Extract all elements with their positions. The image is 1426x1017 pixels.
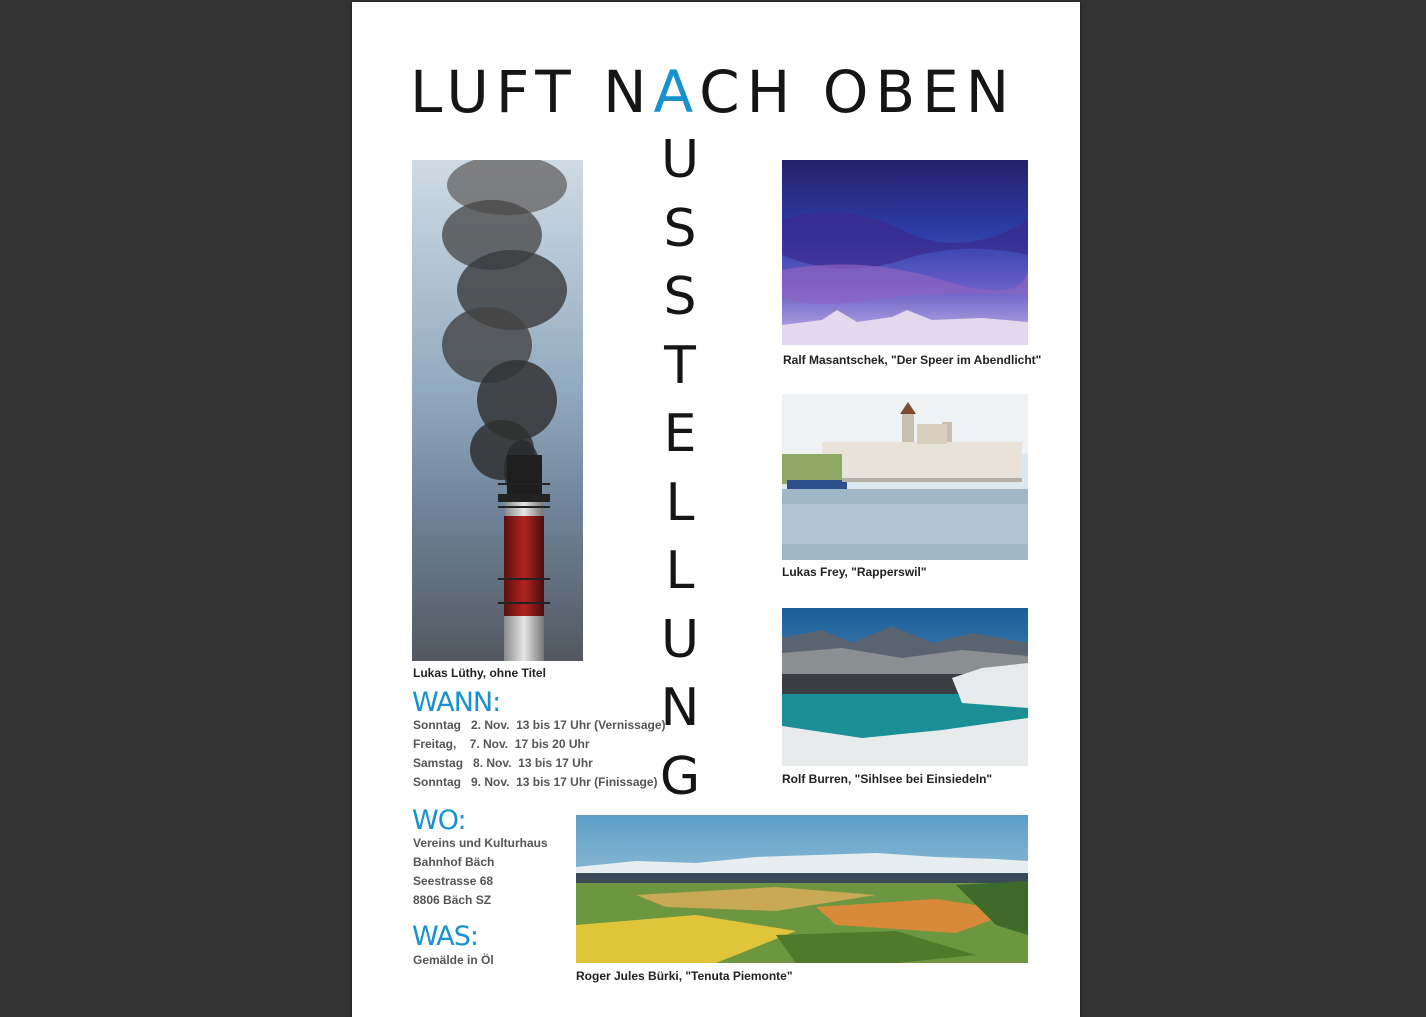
title-part-2: CH OBEN <box>699 58 1017 126</box>
painting-evening <box>782 160 1028 345</box>
vertical-letter: L <box>665 541 695 601</box>
where-line: Seestrasse 68 <box>413 874 494 888</box>
caption-landscape: Roger Jules Bürki, "Tenuta Piemonte" <box>576 969 793 983</box>
when-line: Sonntag 9. Nov. 13 bis 17 Uhr (Finissage) <box>413 775 658 789</box>
vertical-letter: L <box>665 472 695 533</box>
where-line: 8806 Bäch SZ <box>413 893 492 907</box>
vertical-letter: T <box>664 335 696 396</box>
caption-evening: Ralf Masantschek, "Der Speer im Abendlicht" <box>783 353 1042 367</box>
vertical-letter: S <box>663 198 697 259</box>
vertical-letter: E <box>663 404 697 464</box>
vertical-letter: U <box>660 130 700 190</box>
painting-landscape <box>576 815 1028 963</box>
what-list <box>413 951 494 970</box>
when-line: Samstag 8. Nov. 13 bis 17 Uhr <box>413 756 593 770</box>
where-line: Bahnhof Bäch <box>413 855 495 869</box>
what-line: Gemälde in Öl <box>413 953 494 967</box>
vertical-letter: N <box>660 678 700 738</box>
where-heading: WO: <box>412 805 466 836</box>
vertical-letter: S <box>663 267 697 327</box>
when-line: Freitag, 7. Nov. 17 bis 20 Uhr <box>413 737 590 751</box>
vertical-word <box>652 126 708 811</box>
when-line: Sonntag 2. Nov. 13 bis 17 Uhr (Vernissage) <box>413 718 666 732</box>
caption-lake: Rolf Burren, "Sihlsee bei Einsiedeln" <box>782 772 993 786</box>
caption-town: Lukas Frey, "Rapperswil" <box>782 565 927 579</box>
painting-lake <box>782 608 1028 766</box>
poster-page <box>352 2 1080 1017</box>
vertical-letter: G <box>659 746 701 807</box>
when-list <box>413 716 666 792</box>
poster-title <box>410 60 1016 124</box>
what-heading: WAS: <box>412 921 478 952</box>
vertical-letter: U <box>660 609 700 670</box>
where-line: Vereins und Kulturhaus <box>413 836 548 850</box>
title-part-1: LUFT N <box>410 58 654 126</box>
painting-chimney <box>412 160 583 661</box>
caption-chimney: Lukas Lüthy, ohne Titel <box>413 666 546 680</box>
where-list <box>413 834 548 910</box>
title-accent-letter: A <box>653 58 700 126</box>
painting-town <box>782 394 1028 560</box>
when-heading: WANN: <box>412 687 501 718</box>
